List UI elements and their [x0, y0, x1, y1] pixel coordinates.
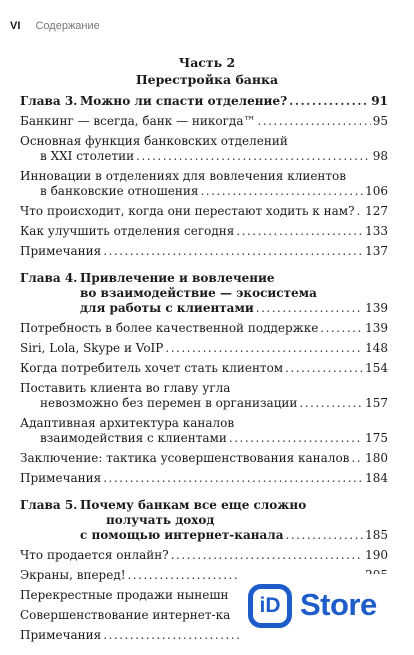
chapter-title-cont: получать доход — [106, 513, 215, 527]
toc-entry[interactable] — [20, 548, 388, 563]
page-number: 157 — [365, 396, 388, 410]
page-number: 91 — [371, 94, 388, 108]
page-number: 139 — [365, 321, 388, 335]
dot-leader — [320, 321, 363, 336]
entry-title: Что продается онлайн? — [20, 548, 169, 562]
toc-entry[interactable] — [20, 321, 388, 336]
toc-entry[interactable] — [20, 244, 388, 259]
page-number: 95 — [372, 114, 388, 128]
page-number: 185 — [365, 528, 388, 542]
entry-title: Экраны, вперед! — [20, 568, 126, 582]
page-number: 106 — [365, 184, 388, 198]
chapter-4-heading[interactable] — [20, 271, 388, 316]
chapter-title: Привлечение и вовлечение — [80, 271, 275, 285]
chapter-4-group — [20, 271, 388, 486]
entry-title-cont: взаимодействия с клиентами — [40, 431, 227, 445]
dot-leader — [257, 114, 370, 129]
entry-title: Совершенствование интернет-ка — [20, 608, 231, 622]
chapter-label: Глава 5. — [20, 498, 78, 512]
toc-entry[interactable] — [20, 134, 388, 164]
chapter-label: Глава 4. — [20, 271, 78, 285]
entry-title: Перекрестные продажи нынешн — [20, 588, 229, 602]
chapter-title-cont: во взаимодействие — экосистема — [80, 286, 317, 300]
part-number: Часть 2 — [178, 55, 236, 70]
entry-title: Когда потребитель хочет стать клиентом — [20, 361, 284, 375]
chapter-3-heading[interactable] — [20, 94, 388, 109]
page-number: 184 — [365, 471, 388, 485]
id-logo-icon: iD — [248, 584, 292, 628]
chapter-label: Глава 3. — [20, 94, 78, 108]
toc-entry[interactable] — [20, 204, 388, 219]
dot-leader — [165, 341, 363, 356]
page-number: 98 — [372, 149, 388, 163]
toc-entry[interactable] — [20, 416, 388, 446]
toc-entry[interactable] — [20, 471, 388, 486]
dot-leader — [299, 396, 363, 411]
entry-title: Примечания — [20, 471, 102, 485]
entry-title: Siri, Lola, Skype и VoIP — [20, 341, 164, 355]
idstore-watermark — [240, 574, 414, 640]
table-of-contents — [20, 94, 388, 655]
entry-title: Банкинг — всегда, банк — никогда™ — [20, 114, 256, 128]
entry-title: Что происходит, когда они перестают ходить к нам? — [20, 204, 355, 218]
running-title: Содержание — [35, 20, 100, 32]
toc-entry[interactable] — [20, 361, 388, 376]
chapter-5-heading[interactable] — [20, 498, 388, 543]
dot-leader — [351, 451, 363, 466]
entry-title-cont: невозможно без перемен в организации — [40, 396, 298, 410]
dot-leader — [286, 528, 364, 543]
dot-leader — [357, 204, 364, 219]
chapter-title-cont: с помощью интернет-канала — [80, 528, 284, 542]
chapter-title: Можно ли спасти отделение? — [80, 94, 288, 108]
dot-leader — [136, 149, 371, 164]
entry-title: Инновации в отделениях для вовлечения клиентов — [20, 169, 347, 183]
dot-leader — [103, 244, 363, 259]
page-number: 139 — [365, 301, 388, 315]
entry-title: Поставить клиента во главу угла — [20, 381, 231, 395]
store-wordmark: Store — [300, 587, 377, 622]
toc-entry[interactable] — [20, 451, 388, 466]
toc-entry[interactable] — [20, 224, 388, 239]
entry-title: Примечания — [20, 628, 102, 642]
page-number: 148 — [365, 341, 388, 355]
entry-title: Как улучшить отделения сегодня — [20, 224, 235, 238]
dot-leader — [256, 301, 363, 316]
toc-entry[interactable] — [20, 341, 388, 356]
part-heading — [0, 54, 414, 88]
dot-leader — [285, 361, 363, 376]
page-number: 180 — [365, 451, 388, 465]
page-number: 137 — [365, 244, 388, 258]
page-number: 175 — [365, 431, 388, 445]
toc-entry[interactable] — [20, 169, 388, 199]
dot-leader — [200, 184, 363, 199]
page-folio: VI — [10, 20, 21, 32]
entry-title-cont: в банковские отношения — [40, 184, 199, 198]
running-head — [10, 20, 100, 32]
chapter-3-group — [20, 94, 388, 259]
page-number: 133 — [365, 224, 388, 238]
dot-leader — [171, 548, 363, 563]
entry-title: Потребность в более качественной поддержке — [20, 321, 319, 335]
dot-leader — [229, 431, 363, 446]
entry-title: Адаптивная архитектура каналов — [20, 416, 235, 430]
page-number: 190 — [365, 548, 388, 562]
dot-leader — [103, 471, 363, 486]
toc-entry[interactable] — [20, 381, 388, 411]
entry-title-cont: в XXI столетии — [40, 149, 135, 163]
entry-title: Примечания — [20, 244, 102, 258]
chapter-title: Почему банкам все еще сложно — [80, 498, 307, 512]
dot-leader — [289, 94, 369, 109]
page-number: 154 — [365, 361, 388, 375]
dot-leader — [236, 224, 363, 239]
page-number: 127 — [365, 204, 388, 218]
toc-entry[interactable] — [20, 114, 388, 129]
entry-title: Заключение: тактика усовершенствования каналов — [20, 451, 350, 465]
entry-title: Основная функция банковских отделений — [20, 134, 288, 148]
part-title: Перестройка банка — [135, 72, 279, 87]
chapter-title-cont: для работы с клиентами — [80, 301, 254, 315]
